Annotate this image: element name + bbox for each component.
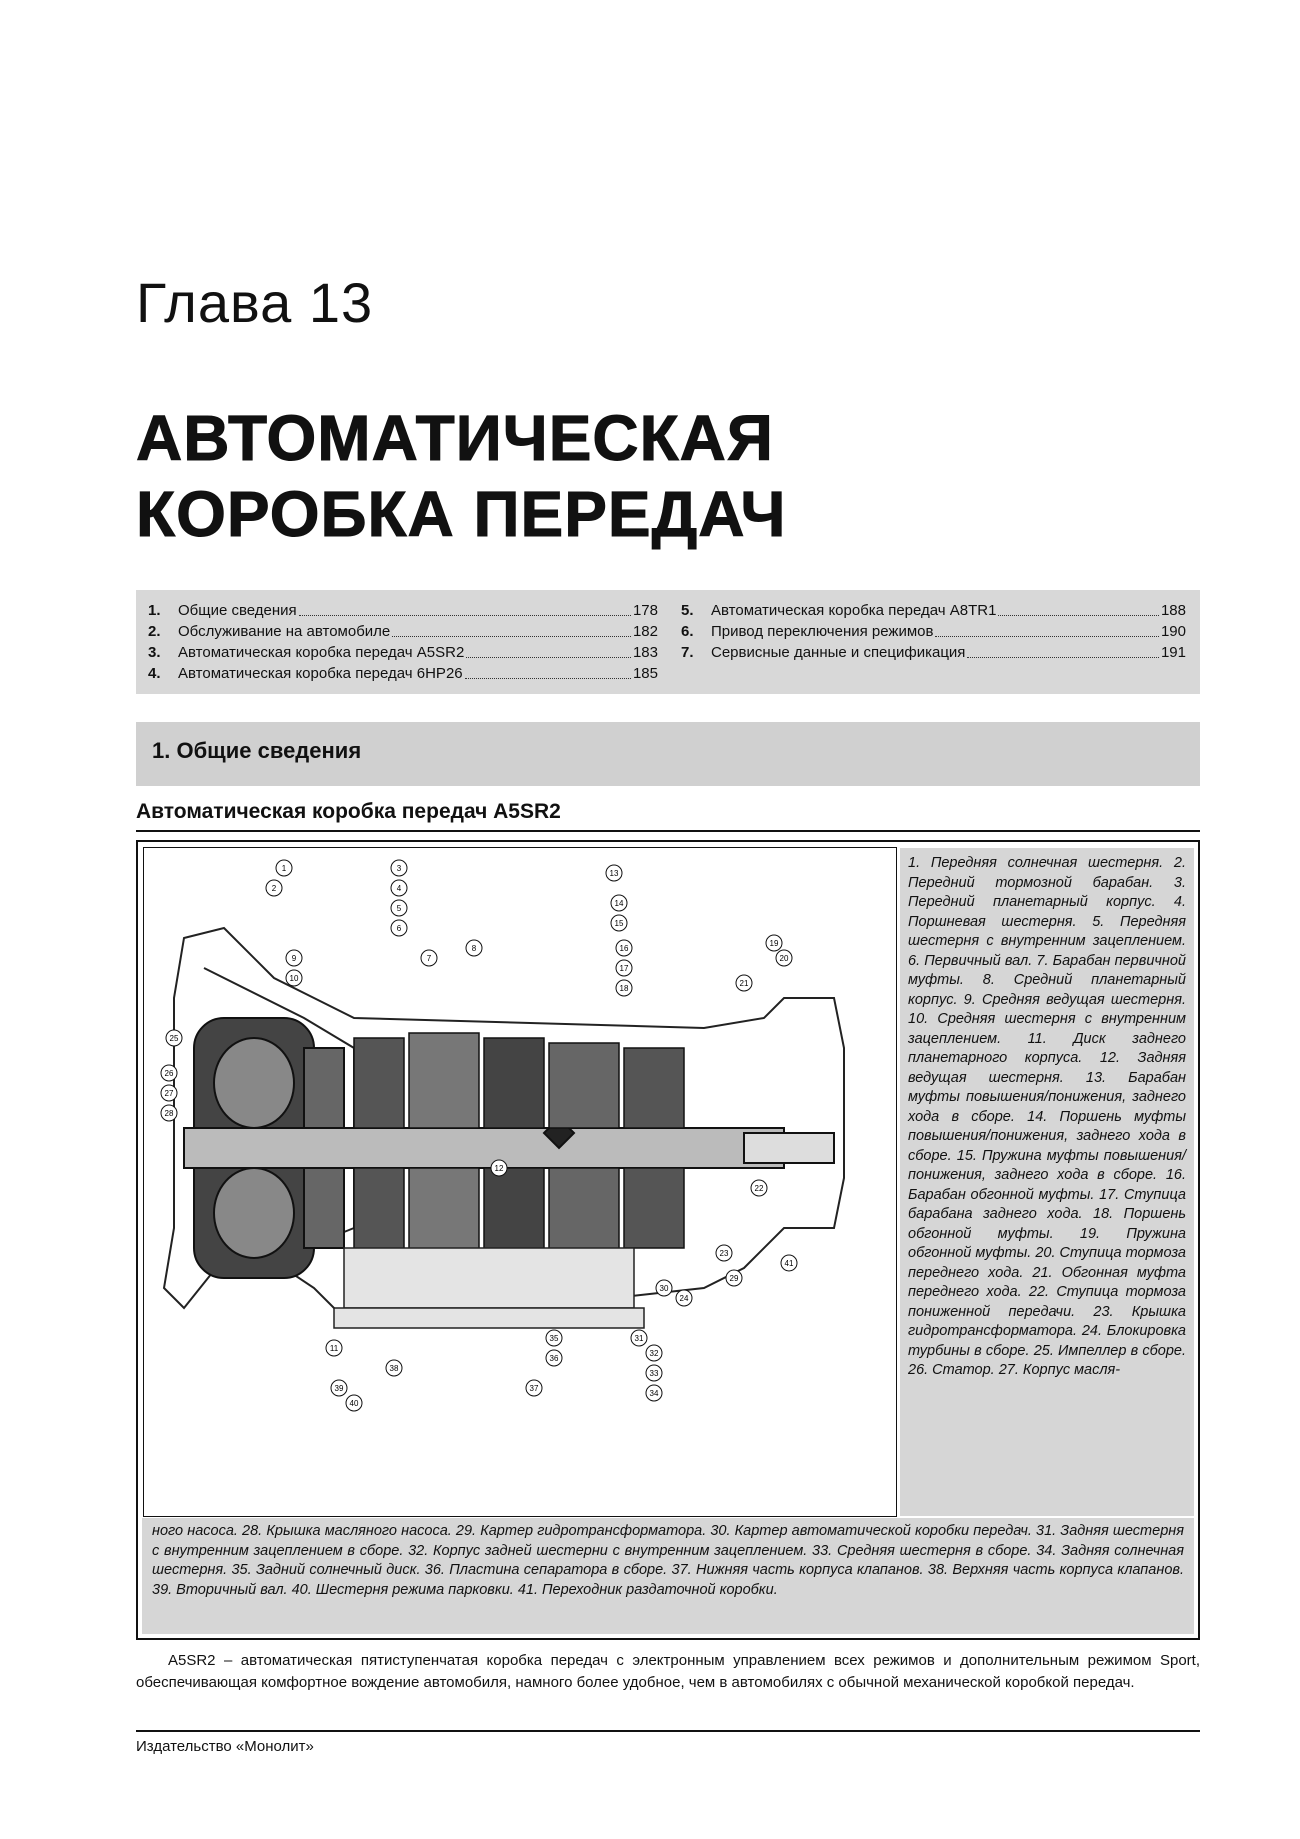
body-paragraph: A5SR2 – автоматическая пятиступенчатая коробка передач с электронным управлением всех режимов и дополнительным режимом Sport, обеспечивающая комфортное вождение автомобиля, намного более удобное, чем в автомобилях с обычной механической коробкой передач.	[136, 1652, 1200, 1691]
toc-page: 182	[632, 623, 658, 640]
callout-number: 21	[739, 979, 749, 988]
callout-number: 24	[679, 1294, 689, 1303]
callout-number: 32	[649, 1349, 659, 1358]
callout-number: 4	[396, 884, 402, 893]
toc-label: Автоматическая коробка передач A8TR1	[711, 602, 997, 619]
toc-label: Привод переключения режимов	[711, 623, 934, 640]
figure-legend-right: 1. Передняя солнечная шестерня. 2. Передний тормозной барабан. 3. Передний планетарный корпус. 4. Поршневая шестерня. 5. Передняя шестерня с внутренним зацеплением. 6. Первичный вал. 7. Барабан первичной муфты. 8. Средний планетарный корпус. 9. Средняя ведущая шестерня. 10. Средняя шестерня с внутренним зацеплением. 11. Диск заднего планетарного корпуса. 12. Задняя ведущая шестерня. 13. Барабан муфты повышения/понижения, заднего хода в сборе. 14. Поршень муфты повышения/понижения, заднего хода в сборе. 15. Пружина муфты повышения/понижения, заднего хода в сборе. 16. Барабан обгонной муфты. 17. Ступица барабана заднего хода. 18. Поршень обгонной муфты. 19. Пружина обгонной муфты. 20. Ступица тормоза переднего хода. 21. Обгонная муфта переднего хода. 22. Ступица тормоза пониженной передачи. 23. Крышка гидротрансформатора. 24. Блокировка турбины в сборе. 25. Импеллер в сборе. 26. Статор. 27. Корпус масля-	[900, 848, 1194, 1516]
toc-num: 2.	[148, 623, 161, 640]
subheading-rule	[136, 830, 1200, 832]
callout-number: 36	[549, 1354, 559, 1363]
callout-number: 10	[289, 974, 299, 983]
callout-number: 2	[271, 884, 277, 893]
toc-item[interactable]	[681, 642, 1186, 663]
figure-subheading: Автоматическая коробка передач A5SR2	[136, 800, 561, 823]
toc-item[interactable]	[681, 600, 1186, 621]
toc-item[interactable]	[148, 600, 658, 621]
callout-number: 7	[426, 954, 432, 963]
chapter-title	[136, 400, 787, 552]
figure-legend-bottom: ного насоса. 28. Крышка масляного насоса. 29. Картер гидротрансформатора. 30. Картер автоматической коробки передач. 31. Задняя шестерня с внутренним зацеплением в сборе. 32. Корпус задней шестерни с внутренним зацеплением. 33. Средняя шестерня в сборе. 34. Задняя солнечная шестерня. 35. Задний солнечный диск. 36. Пластина сепаратора в сборе. 37. Нижняя часть корпуса клапанов. 38. Верхняя часть корпуса клапанов. 39. Вторичный вал. 40. Шестерня режима парковки. 41. Переходник раздаточной коробки.	[142, 1518, 1194, 1634]
callout-number: 19	[769, 939, 779, 948]
toc-num: 4.	[148, 665, 161, 682]
callout-number: 14	[614, 899, 624, 908]
callout-number: 31	[634, 1334, 644, 1343]
callout-number: 34	[649, 1389, 659, 1398]
callout-number: 13	[609, 869, 619, 878]
callout-number: 26	[164, 1069, 174, 1078]
callout-number: 22	[754, 1184, 764, 1193]
toc-num: 7.	[681, 644, 694, 661]
toc-item[interactable]	[148, 663, 658, 684]
toc-page: 185	[632, 665, 658, 682]
table-of-contents	[136, 590, 1200, 694]
toc-num: 6.	[681, 623, 694, 640]
transmission-cutaway-svg	[144, 848, 896, 1516]
toc-label: Автоматическая коробка передач A5SR2	[178, 644, 465, 661]
callout-number: 11	[329, 1344, 339, 1353]
callout-number: 6	[396, 924, 402, 933]
toc-item[interactable]	[148, 642, 658, 663]
callout-number: 9	[291, 954, 297, 963]
callout-number: 37	[529, 1384, 539, 1393]
callout-number: 5	[396, 904, 402, 913]
section-heading-bar	[136, 722, 1200, 786]
toc-item[interactable]	[681, 621, 1186, 642]
toc-num: 3.	[148, 644, 161, 661]
callout-number: 15	[614, 919, 624, 928]
transmission-cutaway-drawing	[143, 847, 897, 1517]
callout-number: 17	[619, 964, 629, 973]
toc-page: 178	[632, 602, 658, 619]
callout-number: 30	[659, 1284, 669, 1293]
toc-num: 1.	[148, 602, 161, 619]
callout-number: 12	[494, 1164, 504, 1173]
footer-rule	[136, 1730, 1200, 1732]
toc-label: Автоматическая коробка передач 6HP26	[178, 665, 463, 682]
callout-number: 41	[784, 1259, 794, 1268]
callout-number: 27	[164, 1089, 174, 1098]
chapter-label: Глава 13	[136, 271, 374, 334]
toc-column-left	[148, 600, 658, 684]
toc-num: 5.	[681, 602, 694, 619]
toc-label: Обслуживание на автомобиле	[178, 623, 391, 640]
toc-label: Общие сведения	[178, 602, 297, 619]
callout-number: 25	[169, 1034, 179, 1043]
callout-number: 38	[389, 1364, 399, 1373]
toc-page: 190	[1160, 623, 1186, 640]
callout-number: 20	[779, 954, 789, 963]
toc-page: 188	[1160, 602, 1186, 619]
title-line-1: АВТОМАТИЧЕСКАЯ	[136, 402, 774, 474]
callout-number: 33	[649, 1369, 659, 1378]
callout-number: 1	[281, 864, 287, 873]
callout-number: 8	[471, 944, 477, 953]
callout-number: 40	[349, 1399, 359, 1408]
toc-page: 191	[1160, 644, 1186, 661]
toc-page: 183	[632, 644, 658, 661]
toc-item[interactable]	[148, 621, 658, 642]
callout-number: 3	[396, 864, 402, 873]
publisher-footer: Издательство «Монолит»	[136, 1738, 314, 1755]
callout-number: 35	[549, 1334, 559, 1343]
callout-number: 28	[164, 1109, 174, 1118]
callout-number: 18	[619, 984, 629, 993]
valve-body	[334, 1248, 644, 1328]
callout-number: 16	[619, 944, 629, 953]
toc-label: Сервисные данные и спецификация	[711, 644, 966, 661]
title-line-2: КОРОБКА ПЕРЕДАЧ	[136, 478, 787, 550]
callout-number: 39	[334, 1384, 344, 1393]
callout-number: 29	[729, 1274, 739, 1283]
toc-column-right	[681, 600, 1186, 663]
callout-number: 23	[719, 1249, 729, 1258]
section-heading: 1. Общие сведения	[152, 738, 362, 763]
